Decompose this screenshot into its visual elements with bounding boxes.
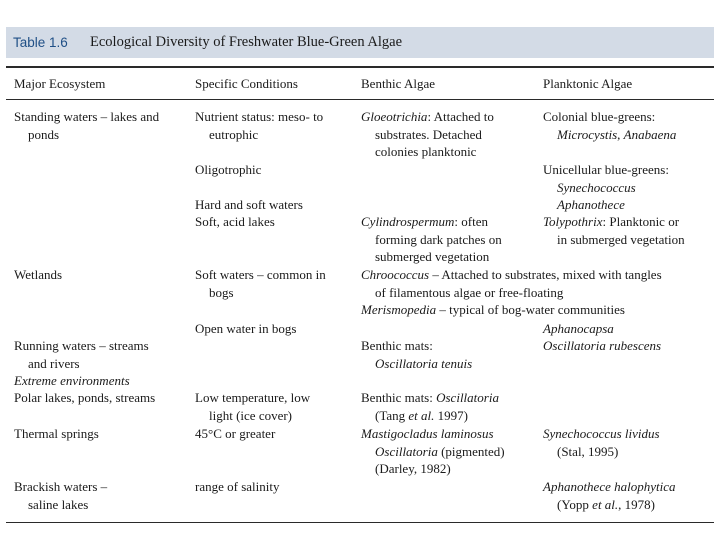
cell-benthic-chroococcus: Chroococcus – Attached to substrates, mixed with tangles of filamentous algae or free-floating Merismopedia – typical of bog-water communities	[361, 267, 662, 317]
header-benthic-algae: Benthic Algae	[361, 76, 436, 91]
header-major-ecosystem: Major Ecosystem	[14, 76, 106, 91]
cell-benthic-cylindrospermum: Cylindrospermum: often forming dark patches on submerged vegetation	[361, 214, 502, 264]
cell-plank-aphanocapsa: Aphanocapsa	[543, 321, 614, 336]
cell-cond-soft-waters: Soft waters – common in bogs	[195, 267, 326, 300]
cell-plank-colonial: Colonial blue-greens: Microcystis, Anabaena	[543, 109, 677, 142]
cell-cond-low-temp: Low temperature, low light (ice cover)	[195, 390, 311, 423]
cell-plank-lividus: Synechococcus lividus (Stal, 1995)	[543, 426, 660, 459]
top-rule	[6, 66, 714, 68]
cell-eco-polar: Polar lakes, ponds, streams	[14, 390, 156, 405]
cell-cond-soft-acid: Soft, acid lakes	[195, 214, 275, 229]
cell-eco-running: Running waters – streams and rivers	[14, 338, 149, 371]
cell-benthic-running: Benthic mats: Oscillatoria tenuis	[361, 338, 473, 371]
header-specific-conditions: Specific Conditions	[195, 76, 298, 91]
header-planktonic-algae: Planktonic Algae	[543, 76, 633, 91]
table-title: Ecological Diversity of Freshwater Blue-Green Algae	[90, 34, 403, 50]
cell-cond-hard-soft: Hard and soft waters	[195, 197, 303, 212]
cell-plank-halophytica: Aphanothece halophytica (Yopp et al., 1978)	[543, 479, 676, 512]
cell-cond-nutrient: Nutrient status: meso- to eutrophic	[195, 109, 324, 142]
cell-plank-unicellular: Unicellular blue-greens: Synechococcus	[543, 162, 669, 195]
header-rule	[6, 99, 714, 100]
cell-benthic-polar: Benthic mats: Oscillatoria (Tang et al. 1997)	[361, 390, 499, 423]
cell-eco-brackish: Brackish waters – saline lakes	[14, 479, 108, 512]
cell-eco-standing: Standing waters – lakes and ponds	[14, 109, 160, 142]
cell-plank-aphanothece: Aphanothece	[557, 197, 625, 212]
bottom-rule	[6, 522, 714, 523]
cell-plank-tolypothrix: Tolypothrix: Planktonic or in submerged vegetation	[543, 214, 685, 247]
cell-benthic-thermal: Mastigocladus laminosus Oscillatoria (pigmented) (Darley, 1982)	[361, 426, 505, 476]
cell-cond-salinity: range of salinity	[195, 479, 280, 494]
cell-benthic-gloeotrichia: Gloeotrichia: Attached to substrates. Detached colonies planktonic	[361, 109, 494, 159]
cell-cond-open-water: Open water in bogs	[195, 321, 297, 336]
cell-cond-45c: 45°C or greater	[195, 426, 276, 441]
cell-plank-rubescens: Oscillatoria rubescens	[543, 338, 662, 353]
cell-eco-extreme: Extreme environments	[14, 373, 130, 388]
table-label: Table 1.6	[13, 35, 68, 50]
cell-eco-thermal: Thermal springs	[14, 426, 99, 441]
table-title-bar	[6, 27, 714, 58]
cell-eco-wetlands: Wetlands	[14, 267, 63, 282]
cell-cond-oligotrophic: Oligotrophic	[195, 162, 262, 177]
